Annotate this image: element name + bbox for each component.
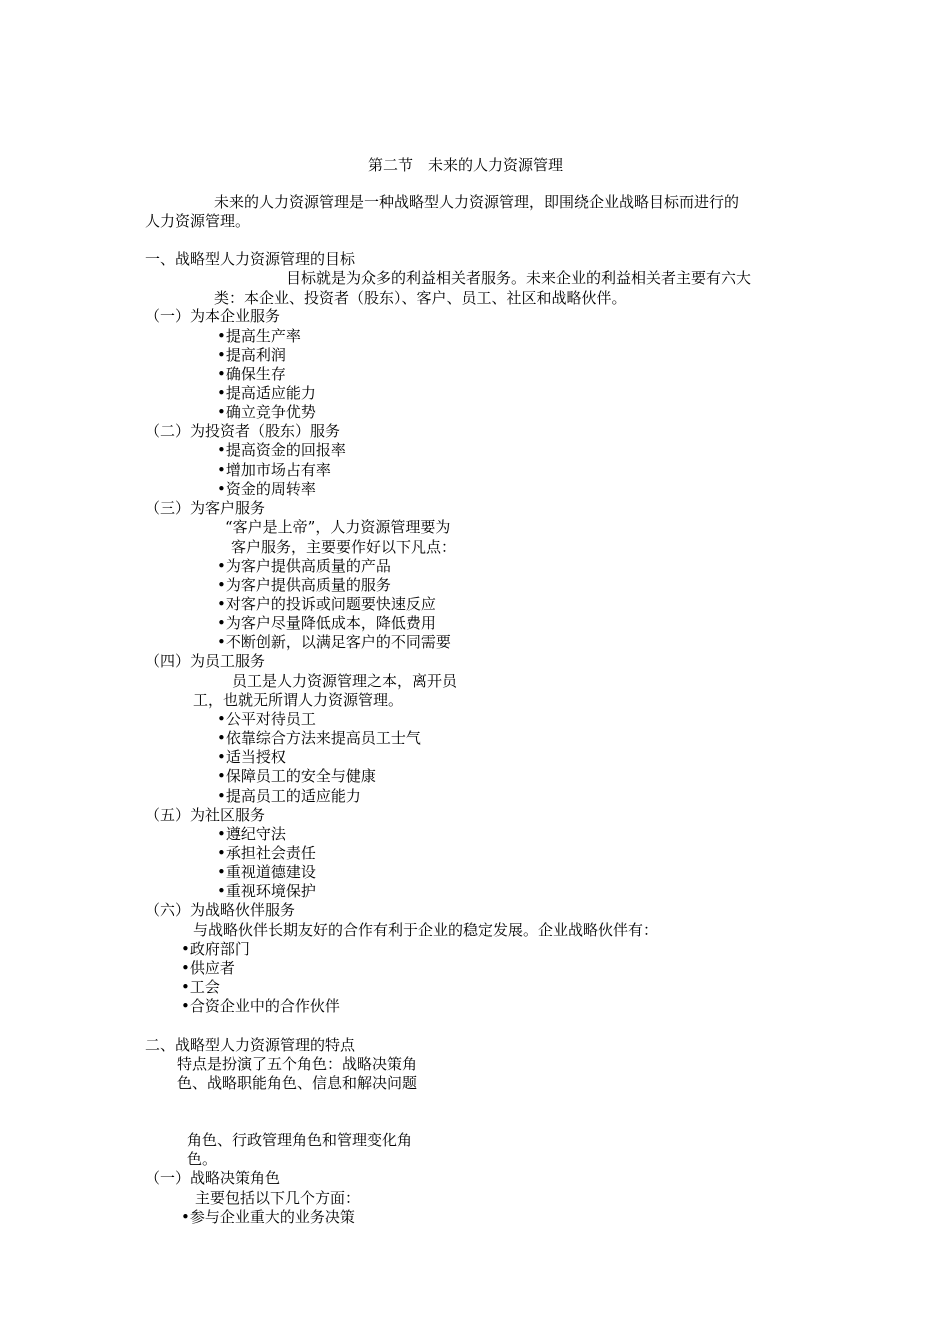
list-item: •提高利润: [217, 346, 286, 364]
list-item: •重视道德建设: [217, 863, 316, 881]
group-3-intro-1: “客户是上帝”，人力资源管理要为: [225, 518, 451, 536]
group-5-heading: （五）为社区服务: [145, 806, 266, 824]
list-item: •供应者: [181, 959, 235, 977]
list-item: •不断创新，以满足客户的不同需要: [217, 633, 451, 651]
list-item: •提高员工的适应能力: [217, 787, 361, 805]
section-1-intro-2: 类：本企业、投资者（股东）、客户、员工、社区和战略伙伴。: [214, 289, 627, 307]
section-2-intro-3: 角色、行政管理角色和管理变化角: [187, 1131, 413, 1149]
list-item: •保障员工的安全与健康: [217, 767, 376, 785]
list-item: •资金的周转率: [217, 480, 316, 498]
group-2-heading: （二）为投资者（股东）服务: [145, 422, 341, 440]
list-item: •确保生存: [217, 365, 286, 383]
group-4-heading: （四）为员工服务: [145, 652, 266, 670]
list-item: •为客户尽量降低成本，降低费用: [217, 614, 436, 632]
page-title: 第二节 未来的人力资源管理: [368, 156, 564, 174]
intro-line-2: 人力资源管理。: [145, 212, 251, 230]
list-item: •合资企业中的合作伙伴: [181, 997, 340, 1015]
list-item: •提高生产率: [217, 327, 301, 345]
list-item: •为客户提供高质量的产品: [217, 557, 391, 575]
list-item: •增加市场占有率: [217, 461, 331, 479]
list-item: •公平对待员工: [217, 710, 316, 728]
group-4-intro-2: 工，也就无所谓人力资源管理。: [193, 691, 404, 709]
group-3-intro-2: 客户服务，主要要作好以下凡点：: [231, 538, 457, 556]
section-1-intro-1: 目标就是为众多的利益相关者服务。未来企业的利益相关者主要有六大: [286, 269, 752, 287]
section-2-group-1-heading: （一）战略决策角色: [145, 1169, 281, 1187]
list-item: •适当授权: [217, 748, 286, 766]
group-4-intro-1: 员工是人力资源管理之本，离开员: [232, 672, 458, 690]
group-3-heading: （三）为客户服务: [145, 499, 266, 517]
list-item: •参与企业重大的业务决策: [181, 1208, 355, 1226]
section-2-intro-2: 色、战略职能角色、信息和解决问题: [177, 1074, 418, 1092]
intro-line-1: 未来的人力资源管理是一种战略型人力资源管理，即围绕企业战略目标而进行的: [214, 193, 740, 211]
list-item: •确立竞争优势: [217, 403, 316, 421]
group-1-heading: （一）为本企业服务: [145, 307, 281, 325]
section-2-group-1-intro: 主要包括以下几个方面：: [195, 1189, 361, 1207]
section-2-intro-1: 特点是扮演了五个角色：战略决策角: [177, 1055, 418, 1073]
list-item: •遵纪守法: [217, 825, 286, 843]
list-item: •提高资金的回报率: [217, 441, 346, 459]
list-item: •重视环境保护: [217, 882, 316, 900]
list-item: •对客户的投诉或问题要快速反应: [217, 595, 436, 613]
group-6-intro: 与战略伙伴长期友好的合作有利于企业的稳定发展。企业战略伙伴有：: [193, 921, 659, 939]
list-item: •政府部门: [181, 940, 250, 958]
group-6-heading: （六）为战略伙伴服务: [145, 901, 296, 919]
list-item: •为客户提供高质量的服务: [217, 576, 391, 594]
list-item: •依靠综合方法来提高员工士气: [217, 729, 421, 747]
list-item: •工会: [181, 978, 220, 996]
list-item: •提高适应能力: [217, 384, 316, 402]
section-2-heading: 二、战略型人力资源管理的特点: [145, 1036, 356, 1054]
list-item: •承担社会责任: [217, 844, 316, 862]
section-2-intro-4: 色。: [187, 1150, 218, 1168]
section-1-heading: 一、战略型人力资源管理的目标: [145, 250, 356, 268]
